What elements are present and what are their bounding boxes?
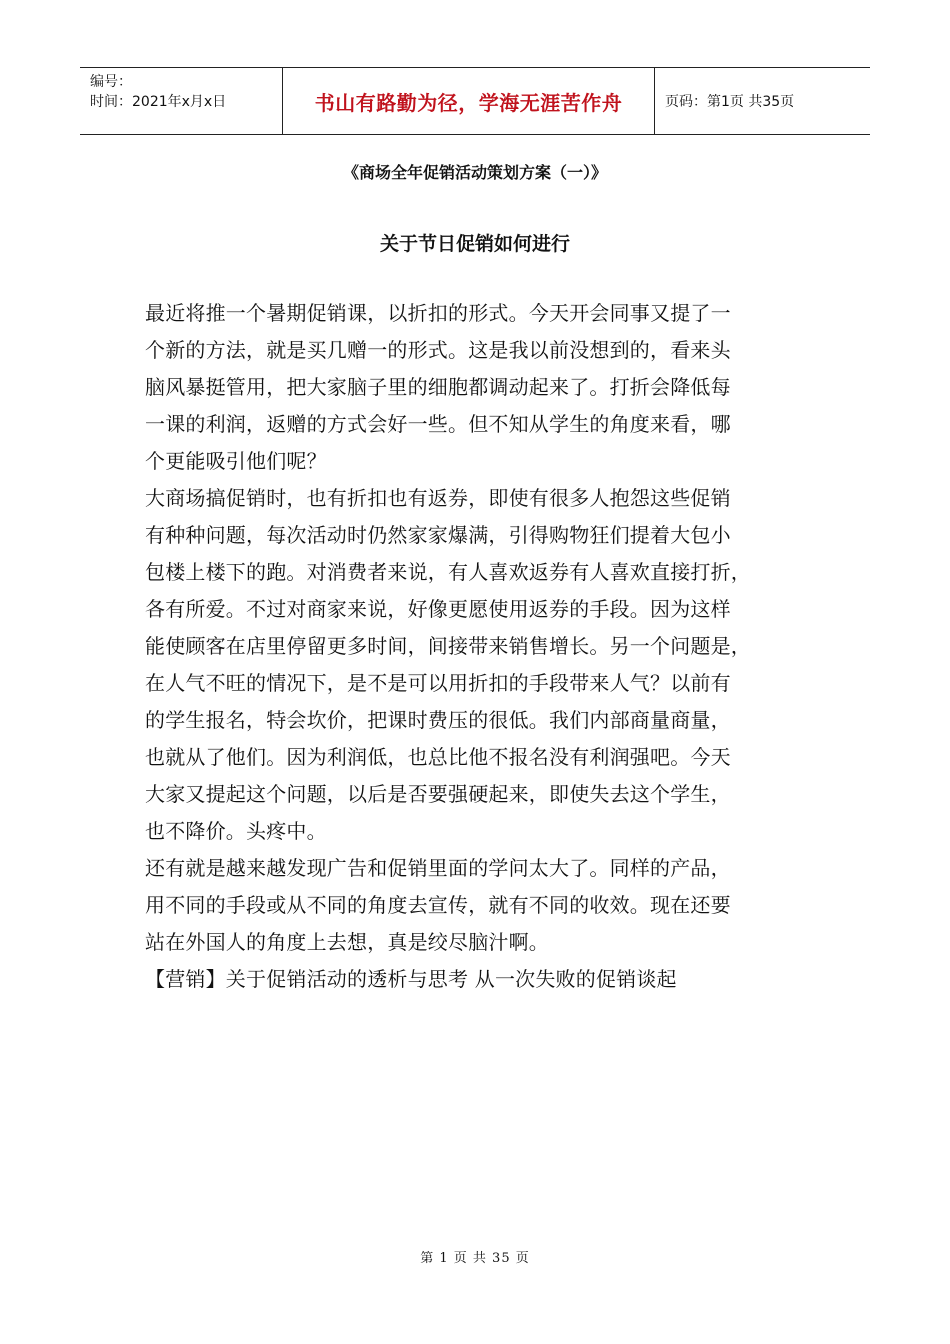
text-line: 最近将推一个暑期促销课，以折扣的形式。今天开会同事又提了一 — [145, 301, 731, 325]
text-line: 【营销】关于促销活动的透析与思考 从一次失败的促销谈起 — [145, 967, 677, 991]
text-line: 个更能吸引他们呢？ — [145, 449, 327, 473]
text-line: 各有所爱。不过对商家来说，好像更愿使用返券的手段。因为这样 — [145, 597, 731, 621]
header-table — [80, 67, 870, 135]
text-line: 大商场搞促销时，也有折扣也有返券，即使有很多人抱怨这些促销 — [145, 486, 731, 510]
text-line: 大家又提起这个问题，以后是否要强硬起来，即使失去这个学生， — [145, 782, 731, 806]
paragraph — [145, 850, 825, 961]
text-line: 用不同的手段或从不同的角度去宣传，就有不同的收效。现在还要 — [145, 893, 731, 917]
header-motto: 书山有路勤为径，学海无涯苦作舟 — [314, 90, 623, 115]
text-line: 有种种问题，每次活动时仍然家家爆满，引得购物狂们提着大包小 — [145, 523, 731, 547]
section-heading: 关于节日促销如何进行 — [379, 233, 570, 255]
text-line: 包楼上楼下的跑。对消费者来说，有人喜欢返券有人喜欢直接打折， — [145, 560, 751, 584]
paragraph — [145, 480, 825, 850]
text-line: 的学生报名，特会坎价，把课时费压的很低。我们内部商量商量， — [145, 708, 731, 732]
text-line: 个新的方法，就是买几赠一的形式。这是我以前没想到的，看来头 — [145, 338, 731, 362]
header-page-info: 页码：第1页 共35页 — [665, 94, 795, 110]
header-page-cell — [655, 68, 870, 134]
text-line: 能使顾客在店里停留更多时间，间接带来销售增长。另一个问题是， — [145, 634, 751, 658]
header-motto-cell — [282, 68, 655, 134]
text-line: 一课的利润，返赠的方式会好一些。但不知从学生的角度来看，哪 — [145, 412, 731, 436]
paragraph — [145, 961, 825, 998]
text-line: 也不降价。头疼中。 — [145, 819, 327, 843]
document-body — [145, 295, 825, 998]
document-number-label: 编号： — [90, 74, 132, 90]
document-time-label: 时间：2021年x月x日 — [90, 94, 227, 110]
document-title: 《商场全年促销活动策划方案（一）》 — [342, 163, 607, 182]
page-footer: 第 1 页 共 35 页 — [420, 1251, 530, 1266]
text-line: 脑风暴挺管用，把大家脑子里的细胞都调动起来了。打折会降低每 — [145, 375, 731, 399]
header-meta-cell — [80, 68, 282, 134]
text-line: 在人气不旺的情况下，是不是可以用折扣的手段带来人气？以前有 — [145, 671, 731, 695]
paragraph — [145, 295, 825, 480]
text-line: 也就从了他们。因为利润低，也总比他不报名没有利润强吧。今天 — [145, 745, 731, 769]
text-line: 站在外国人的角度上去想，真是绞尽脑汁啊。 — [145, 930, 549, 954]
text-line: 还有就是越来越发现广告和促销里面的学问太大了。同样的产品， — [145, 856, 731, 880]
